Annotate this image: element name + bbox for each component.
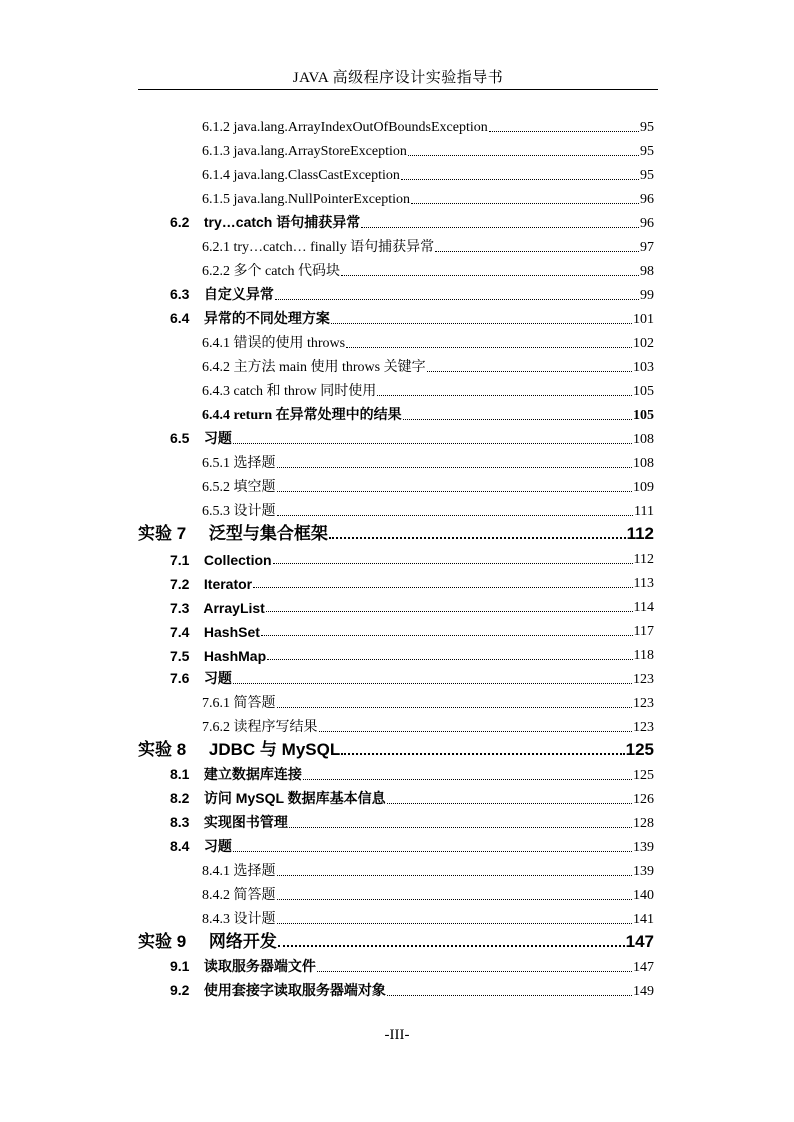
dot-leader bbox=[317, 971, 632, 972]
toc-entry-6.1.4[interactable] bbox=[202, 160, 654, 184]
toc-entry-6.2[interactable] bbox=[170, 208, 654, 232]
toc-entry-number: 7.5 bbox=[170, 648, 190, 664]
toc-entry-9.1[interactable] bbox=[170, 952, 654, 976]
toc-entry-title bbox=[170, 812, 288, 832]
toc-entry-page: 113 bbox=[633, 576, 654, 591]
toc-entry-number: 6.2.2 bbox=[202, 264, 230, 279]
toc-entry-实验-7[interactable] bbox=[138, 520, 654, 544]
toc-entry-page: 111 bbox=[634, 504, 654, 519]
toc-entry-number: 7.4 bbox=[170, 624, 190, 640]
toc-entry-text: Collection bbox=[203, 552, 272, 568]
toc-entry-title bbox=[202, 192, 410, 208]
dot-leader bbox=[277, 923, 633, 924]
dot-leader bbox=[266, 611, 633, 612]
toc-entry-page: 112 bbox=[626, 524, 654, 543]
toc-entry-text: 简答题 bbox=[233, 888, 276, 903]
toc-entry-title bbox=[202, 380, 376, 400]
toc-entry-number: 8.2 bbox=[170, 790, 190, 806]
toc-entry-number: 8.3 bbox=[170, 814, 190, 830]
toc-entry-title bbox=[138, 735, 340, 760]
dot-leader bbox=[277, 899, 633, 900]
toc-entry-number: 7.6.2 bbox=[202, 720, 230, 735]
dot-leader bbox=[267, 659, 632, 660]
toc-entry-text: 选择题 bbox=[233, 456, 276, 471]
dot-leader bbox=[411, 203, 639, 204]
dot-leader bbox=[277, 491, 633, 492]
dot-leader bbox=[329, 537, 626, 539]
toc-entry-7.3[interactable] bbox=[170, 592, 654, 616]
dot-leader bbox=[341, 275, 639, 276]
toc-entry-text: 泛型与集合框架 bbox=[208, 524, 328, 543]
toc-entry-text: 设计题 bbox=[233, 504, 276, 519]
toc-entry-title bbox=[202, 860, 276, 880]
toc-entry-6.4.4[interactable] bbox=[202, 400, 654, 424]
toc-entry-6.5.2[interactable] bbox=[202, 472, 654, 496]
toc-entry-number: 7.6 bbox=[170, 670, 190, 686]
toc-entry-text: 填空题 bbox=[233, 480, 276, 495]
dot-leader bbox=[387, 995, 632, 996]
toc-entry-title bbox=[202, 168, 400, 184]
toc-entry-title bbox=[202, 356, 426, 376]
toc-entry-6.3[interactable] bbox=[170, 280, 654, 304]
toc-entry-title bbox=[138, 927, 277, 952]
toc-entry-text: java.lang.ClassCastException bbox=[233, 168, 400, 183]
toc-entry-number: 6.4.3 bbox=[202, 384, 230, 399]
toc-entry-text: 设计题 bbox=[233, 912, 276, 927]
toc-entry-page: 140 bbox=[633, 888, 654, 903]
toc-entry-8.4.2[interactable] bbox=[202, 880, 654, 904]
toc-entry-title bbox=[170, 980, 386, 1000]
toc-entry-text: 自定义异常 bbox=[203, 286, 274, 302]
toc-entry-number: 6.1.2 bbox=[202, 120, 230, 135]
dot-leader bbox=[331, 323, 632, 324]
toc-entry-text: 使用套接字读取服务器端对象 bbox=[203, 982, 386, 998]
toc-entry-6.5.3[interactable] bbox=[202, 496, 654, 520]
toc-entry-8.3[interactable] bbox=[170, 808, 654, 832]
toc-entry-6.1.5[interactable] bbox=[202, 184, 654, 208]
toc-entry-text: catch 和 throw 同时使用 bbox=[233, 384, 377, 399]
toc-entry-6.1.2[interactable] bbox=[202, 112, 654, 136]
toc-entry-number: 6.5.3 bbox=[202, 504, 230, 519]
toc-entry-title bbox=[170, 308, 330, 328]
toc-entry-number: 6.4.2 bbox=[202, 360, 230, 375]
dot-leader bbox=[233, 851, 632, 852]
toc-entry-6.4[interactable] bbox=[170, 304, 654, 328]
dot-leader bbox=[401, 179, 639, 180]
toc-entry-text: HashMap bbox=[203, 648, 267, 664]
dot-leader bbox=[277, 515, 634, 516]
toc-entry-text: 错误的使用 throws bbox=[233, 336, 346, 351]
toc-entry-text: java.lang.NullPointerException bbox=[233, 192, 411, 207]
toc-entry-7.6.2[interactable] bbox=[202, 712, 654, 736]
toc-entry-title bbox=[170, 668, 232, 688]
toc-entry-page: 95 bbox=[640, 120, 654, 135]
toc-entry-title bbox=[202, 500, 276, 520]
toc-entry-text: ArrayList bbox=[203, 600, 265, 616]
toc-entry-title bbox=[202, 332, 345, 352]
toc-entry-number: 7.2 bbox=[170, 576, 190, 592]
toc-entry-title bbox=[170, 764, 302, 784]
toc-entry-number: 6.5.2 bbox=[202, 480, 230, 495]
toc-entry-title bbox=[170, 284, 274, 304]
dot-leader bbox=[403, 419, 632, 420]
dot-leader bbox=[489, 131, 639, 132]
toc-entry-page: 95 bbox=[640, 144, 654, 159]
dot-leader bbox=[277, 707, 633, 708]
dot-leader bbox=[233, 683, 632, 684]
toc-entry-text: 建立数据库连接 bbox=[203, 766, 302, 782]
toc-entry-number: 6.5.1 bbox=[202, 456, 230, 471]
toc-entry-title bbox=[202, 404, 402, 424]
toc-entry-title bbox=[202, 120, 488, 136]
toc-entry-7.6[interactable] bbox=[170, 664, 654, 688]
toc-entry-9.2[interactable] bbox=[170, 976, 654, 1000]
toc-entry-6.2.2[interactable] bbox=[202, 256, 654, 280]
dot-leader bbox=[273, 563, 633, 564]
dot-leader bbox=[427, 371, 632, 372]
dot-leader bbox=[289, 827, 632, 828]
toc-entry-title bbox=[170, 576, 252, 592]
dot-leader bbox=[435, 251, 639, 252]
toc-entry-page: 147 bbox=[633, 960, 654, 975]
toc-entry-7.6.1[interactable] bbox=[202, 688, 654, 712]
toc-entry-page: 98 bbox=[640, 264, 654, 279]
dot-leader bbox=[278, 945, 625, 947]
toc-entry-title bbox=[202, 476, 276, 496]
toc-entry-text: 访问 MySQL 数据库基本信息 bbox=[203, 790, 386, 806]
toc-entry-title bbox=[170, 212, 360, 232]
toc-entry-page: 125 bbox=[633, 768, 654, 783]
toc-entry-text: return 在异常处理中的结果 bbox=[233, 408, 402, 423]
dot-leader bbox=[303, 779, 632, 780]
toc-entry-number: 8.4 bbox=[170, 838, 190, 854]
toc-entry-实验-9[interactable] bbox=[138, 928, 654, 952]
toc-entry-number: 6.4.1 bbox=[202, 336, 230, 351]
toc-entry-page: 108 bbox=[633, 432, 654, 447]
toc-entry-6.2.1[interactable] bbox=[202, 232, 654, 256]
toc-entry-text: 简答题 bbox=[233, 696, 276, 711]
toc-entry-6.4.1[interactable] bbox=[202, 328, 654, 352]
toc-entry-number: 8.1 bbox=[170, 766, 190, 782]
toc-entry-title bbox=[170, 648, 266, 664]
toc-entry-text: 实现图书管理 bbox=[203, 814, 288, 830]
toc-entry-number: 6.4 bbox=[170, 310, 190, 326]
toc-entry-number: 9.2 bbox=[170, 982, 190, 998]
dot-leader bbox=[275, 299, 639, 300]
dot-leader bbox=[361, 227, 639, 228]
toc-entry-text: 异常的不同处理方案 bbox=[203, 310, 330, 326]
toc-entry-text: Iterator bbox=[203, 576, 253, 592]
toc-entry-title bbox=[202, 260, 340, 280]
toc-entry-text: JDBC 与 MySQL bbox=[208, 740, 341, 759]
toc-entry-6.5.1[interactable] bbox=[202, 448, 654, 472]
toc-entry-number: 7.6.1 bbox=[202, 696, 230, 711]
toc-entry-number: 7.1 bbox=[170, 552, 190, 568]
toc-entry-page: 101 bbox=[633, 312, 654, 327]
toc-entry-number: 8.4.1 bbox=[202, 864, 230, 879]
toc-entry-title bbox=[170, 552, 272, 568]
toc-entry-page: 147 bbox=[625, 932, 654, 951]
toc-entry-page: 139 bbox=[633, 864, 654, 879]
toc-entry-title bbox=[138, 519, 328, 544]
toc-entry-text: 选择题 bbox=[233, 864, 276, 879]
toc-entry-text: 网络开发 bbox=[208, 932, 277, 951]
toc-entry-page: 123 bbox=[633, 720, 654, 735]
toc-entry-text: 读取服务器端文件 bbox=[203, 958, 316, 974]
toc-entry-title bbox=[170, 600, 265, 616]
toc-entry-page: 96 bbox=[640, 216, 654, 231]
toc-entry-page: 123 bbox=[633, 696, 654, 711]
toc-entry-title bbox=[202, 716, 318, 736]
toc-entry-page: 139 bbox=[633, 840, 654, 855]
toc-entry-6.5[interactable] bbox=[170, 424, 654, 448]
toc-entry-6.4.3[interactable] bbox=[202, 376, 654, 400]
toc-entry-number: 6.2 bbox=[170, 214, 190, 230]
toc-entry-text: 多个 catch 代码块 bbox=[233, 264, 341, 279]
toc-entry-number: 6.2.1 bbox=[202, 240, 230, 255]
dot-leader bbox=[277, 875, 633, 876]
dot-leader bbox=[377, 395, 632, 396]
toc-entry-title bbox=[170, 624, 260, 640]
toc-entry-6.4.2[interactable] bbox=[202, 352, 654, 376]
toc-entry-page: 149 bbox=[633, 984, 654, 999]
toc-entry-7.5[interactable] bbox=[170, 640, 654, 664]
toc-entry-number: 9.1 bbox=[170, 958, 190, 974]
toc-entry-number: 6.4.4 bbox=[202, 408, 230, 423]
toc-entry-title bbox=[170, 836, 232, 856]
toc-entry-7.1[interactable] bbox=[170, 544, 654, 568]
toc-entry-text: 主方法 main 使用 throws 关键字 bbox=[233, 360, 426, 375]
toc-entry-number: 6.3 bbox=[170, 286, 190, 302]
toc-entry-page: 105 bbox=[633, 384, 654, 399]
dot-leader bbox=[387, 803, 632, 804]
toc-entry-number: 7.3 bbox=[170, 600, 190, 616]
toc-entry-8.4.1[interactable] bbox=[202, 856, 654, 880]
toc-entry-title bbox=[170, 788, 386, 808]
toc-entry-number: 实验 7 bbox=[138, 524, 187, 543]
dot-leader bbox=[277, 467, 633, 468]
toc-entry-page: 126 bbox=[633, 792, 654, 807]
dot-leader bbox=[408, 155, 639, 156]
toc-entry-page: 102 bbox=[633, 336, 654, 351]
toc-entry-title bbox=[170, 956, 316, 976]
toc-entry-page: 114 bbox=[633, 600, 654, 615]
toc-entry-实验-8[interactable] bbox=[138, 736, 654, 760]
toc-entry-page: 105 bbox=[633, 408, 654, 423]
dot-leader bbox=[341, 753, 624, 755]
toc-entry-7.4[interactable] bbox=[170, 616, 654, 640]
toc-entry-7.2[interactable] bbox=[170, 568, 654, 592]
toc-entry-number: 6.1.3 bbox=[202, 144, 230, 159]
toc-entry-text: try…catch 语句捕获异常 bbox=[203, 214, 361, 230]
toc-entry-page: 118 bbox=[633, 648, 654, 663]
toc-entry-text: 习题 bbox=[203, 670, 232, 686]
toc-entry-page: 97 bbox=[640, 240, 654, 255]
toc-entry-page: 123 bbox=[633, 672, 654, 687]
page-number: -III- bbox=[384, 1027, 410, 1043]
page-header: JAVA 高级程序设计实验指导书 bbox=[292, 70, 504, 86]
toc-entry-title bbox=[202, 908, 276, 928]
toc-entry-text: java.lang.ArrayStoreException bbox=[233, 144, 407, 159]
toc-entry-page: 125 bbox=[625, 740, 654, 759]
toc-entry-8.2[interactable] bbox=[170, 784, 654, 808]
toc-entry-number: 6.1.4 bbox=[202, 168, 230, 183]
toc-entry-page: 112 bbox=[633, 552, 654, 567]
toc-entry-number: 8.4.2 bbox=[202, 888, 230, 903]
toc-entry-page: 141 bbox=[633, 912, 654, 927]
toc-entry-title bbox=[202, 884, 276, 904]
toc-entry-8.4[interactable] bbox=[170, 832, 654, 856]
toc-entry-text: 习题 bbox=[203, 430, 232, 446]
toc-entry-title bbox=[170, 428, 232, 448]
toc-entry-number: 6.1.5 bbox=[202, 192, 230, 207]
toc-entry-number: 实验 8 bbox=[138, 740, 187, 759]
toc-entry-number: 实验 9 bbox=[138, 932, 187, 951]
toc-entry-page: 128 bbox=[633, 816, 654, 831]
toc-entry-text: try…catch… finally 语句捕获异常 bbox=[233, 240, 435, 255]
toc-entry-title bbox=[202, 452, 276, 472]
dot-leader bbox=[319, 731, 633, 732]
toc-entry-title bbox=[202, 692, 276, 712]
toc-entry-text: java.lang.ArrayIndexOutOfBoundsException bbox=[233, 120, 488, 135]
toc-entry-page: 108 bbox=[633, 456, 654, 471]
dot-leader bbox=[253, 587, 632, 588]
toc-entry-page: 99 bbox=[640, 288, 654, 303]
toc-entry-page: 95 bbox=[640, 168, 654, 183]
toc-entry-text: 习题 bbox=[203, 838, 232, 854]
toc-entry-page: 96 bbox=[640, 192, 654, 207]
toc-entry-text: 读程序写结果 bbox=[233, 720, 318, 735]
toc-entry-page: 117 bbox=[633, 624, 654, 639]
toc-entry-page: 103 bbox=[633, 360, 654, 375]
toc-entry-text: HashSet bbox=[203, 624, 260, 640]
toc-entry-number: 8.4.3 bbox=[202, 912, 230, 927]
dot-leader bbox=[233, 443, 632, 444]
toc-entry-6.1.3[interactable] bbox=[202, 136, 654, 160]
header-rule bbox=[138, 89, 658, 90]
dot-leader bbox=[261, 635, 633, 636]
dot-leader bbox=[346, 347, 632, 348]
toc-entry-8.1[interactable] bbox=[170, 760, 654, 784]
toc-entry-8.4.3[interactable] bbox=[202, 904, 654, 928]
toc-entry-number: 6.5 bbox=[170, 430, 190, 446]
toc-entry-title bbox=[202, 144, 407, 160]
toc-entry-page: 109 bbox=[633, 480, 654, 495]
toc-entry-title bbox=[202, 236, 434, 256]
